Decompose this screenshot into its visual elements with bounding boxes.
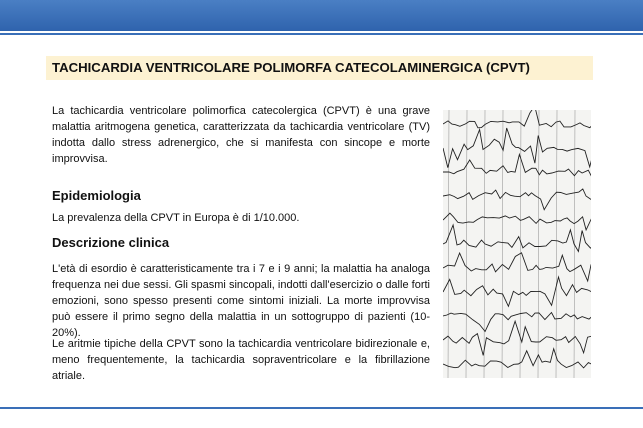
clinical-paragraph-2: Le aritmie tipiche della CPVT sono la tachicardia ventricolare bidirezionale e, meno frequentemente, la tachicardia sopraventricolare e la fibrillazione atriale. <box>52 338 430 382</box>
header-bar <box>0 0 643 31</box>
header-divider <box>0 33 643 35</box>
clinical-paragraph-1: L'età di esordio è caratteristicamente tra i 7 e i 9 anni; la malattia ha analoga frequenza nei due sessi. Gli spasmi sincopali, indotti dall'esercizio o dalle forti emozioni, sono spesso presenti come sintomi iniziali. La morte improvvisa può essere il primo segno della malattia in un sottogruppo di pazienti (10-20%). <box>52 263 430 339</box>
epidemiology-heading: Epidemiologia <box>52 188 141 203</box>
clinical-heading: Descrizione clinica <box>52 235 170 250</box>
ecg-trace-image <box>443 110 591 378</box>
epidemiology-text: La prevalenza della CPVT in Europa è di 1/10.000. <box>52 212 300 224</box>
intro-paragraph: La tachicardia ventricolare polimorfica catecolergica (CPVT) è una grave malattia aritmogena genetica, caratterizzata da tachicardia ventricolare (TV) indotta dallo stress adrenergico, che si manifesta con sincope e morte improvvisa. <box>52 105 430 165</box>
slide-title: TACHICARDIA VENTRICOLARE POLIMORFA CATECOLAMINERGICA (CPVT) <box>46 56 593 80</box>
footer-divider <box>0 407 643 409</box>
